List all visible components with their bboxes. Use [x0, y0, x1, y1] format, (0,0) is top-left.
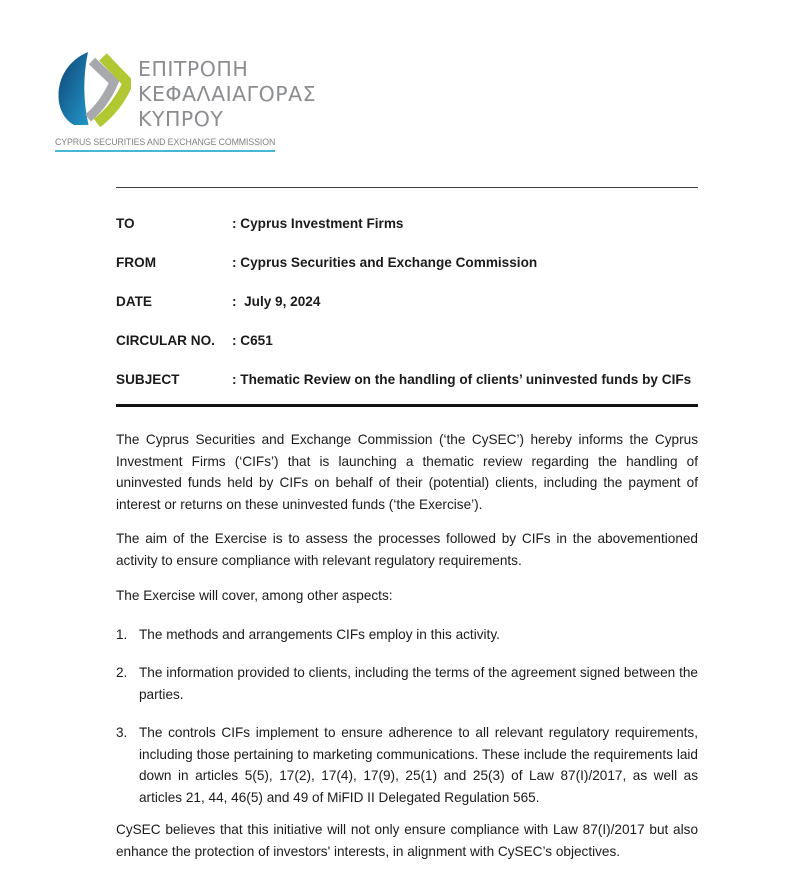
memo-row-circular-no — [116, 331, 698, 350]
paragraph-cover-lead-in: The Exercise will cover, among other aspects: — [116, 588, 393, 604]
logo-top-row — [55, 50, 316, 132]
memo-label-date: DATE — [116, 294, 152, 310]
memo-value-to: : Cyprus Investment Firms — [232, 216, 404, 232]
cysec-logo-mark-icon — [55, 50, 131, 130]
document-content — [116, 187, 698, 862]
paragraph-aim: The aim of the Exercise is to assess the processes followed by CIFs in the abovementioned activity to ensure compliance with relevant regulatory requirements. — [116, 531, 698, 568]
list-item-2-text: The information provided to clients, including the terms of the agreement signed between the parties. — [139, 665, 698, 702]
memo-header — [116, 214, 698, 389]
closing-paragraph: CySEC believes that this initiative will not only ensure compliance with Law 87(I)/2017 but also enhance the protection of investors' interests, in alignment with CySEC’s objectives. — [116, 822, 698, 859]
logo-greek-text — [138, 50, 316, 132]
list-item-3-number: 3. — [116, 725, 128, 741]
list-item-3-text: The controls CIFs implement to ensure adherence to all relevant regulatory requirements, including those pertaining to marketing communications. These include the requirements laid down in articles 5(5), 17(2), 17(4), 17(9), 25(1) and 25(3) of Law 87(I)/2017, as well as articles 21, 44, 46(5) and 49 of MiFID II Delegated Regulation 565. — [139, 725, 698, 805]
logo-greek-line-3: ΚΥΠΡΟΥ — [138, 107, 224, 131]
top-divider-line — [116, 187, 698, 188]
memo-label-circular-no: CIRCULAR NO. — [116, 333, 215, 349]
logo-greek-line-1: ΕΠΙΤΡΟΠΗ — [138, 57, 249, 81]
memo-label-to: TO — [116, 216, 135, 232]
list-item-1-number: 1. — [116, 626, 128, 642]
paragraph-intro: The Cyprus Securities and Exchange Commission (‘the CySEC’) hereby informs the Cyprus Investment Firms (‘CIFs’) that is launching a thematic review regarding the handling of uninvested funds held by CIFs on behalf of their (potential) clients, including the payment of interest or returns on these uninvested funds (‘the Exercise’). — [116, 432, 698, 512]
memo-row-to — [116, 214, 698, 233]
logo-english-caption: CYPRUS SECURITIES AND EXCHANGE COMMISSION — [55, 137, 275, 152]
memo-label-from: FROM — [116, 255, 157, 271]
list-item-1 — [116, 624, 698, 646]
memo-label-subject: SUBJECT — [116, 372, 180, 388]
list-item-1-text: The methods and arrangements CIFs employ in this activity. — [139, 626, 500, 642]
memo-value-circular-no: : C651 — [232, 333, 273, 349]
list-item-2 — [116, 662, 698, 705]
subject-divider-line — [116, 404, 698, 407]
memo-row-date — [116, 292, 698, 311]
list-item-2-number: 2. — [116, 665, 128, 681]
list-item-3 — [116, 722, 698, 808]
logo-greek-line-2: ΚΕΦΑΛΑΙΑΓΟΡΑΣ — [138, 82, 317, 106]
cysec-logo — [55, 50, 316, 152]
memo-value-date: : July 9, 2024 — [232, 294, 321, 310]
memo-row-subject — [116, 370, 698, 389]
memo-row-from — [116, 253, 698, 272]
memo-value-subject: : Thematic Review on the handling of clients’ uninvested funds by CIFs — [232, 372, 692, 388]
memo-value-from: : Cyprus Securities and Exchange Commission — [232, 255, 538, 271]
numbered-list — [116, 624, 698, 809]
